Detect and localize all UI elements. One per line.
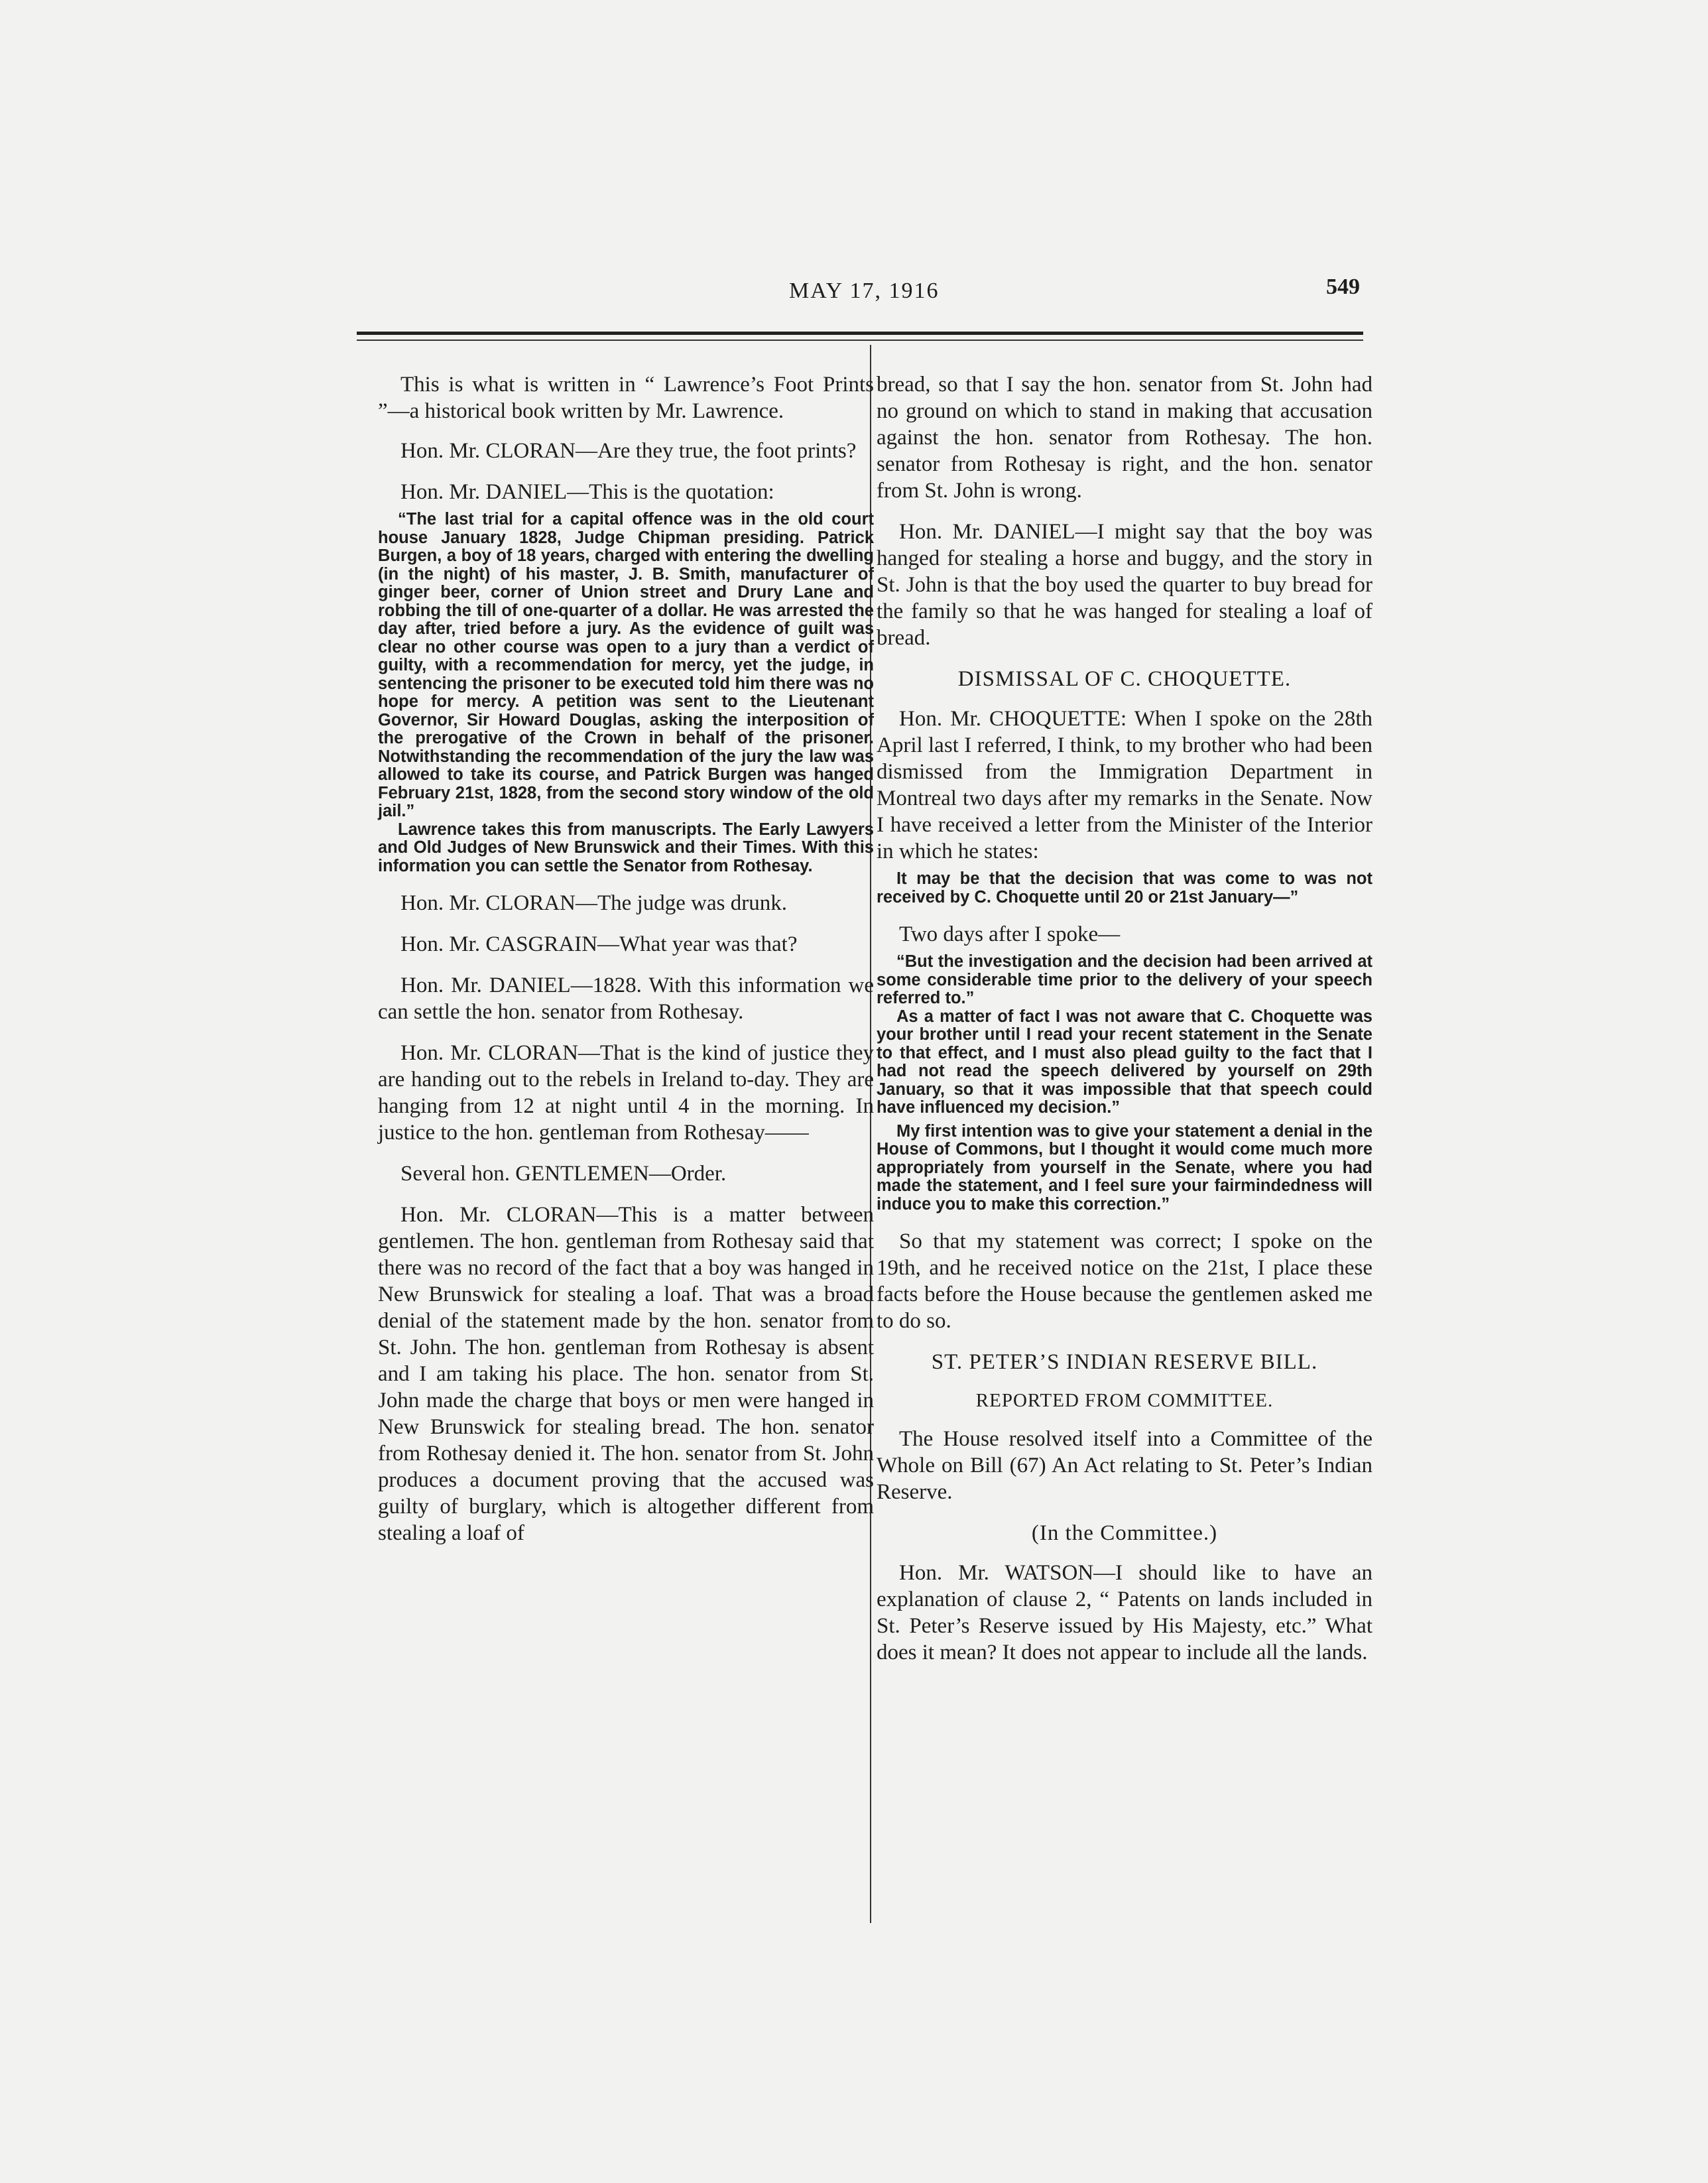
left-column bbox=[378, 371, 874, 1561]
section-subheading: REPORTED FROM COMMITTEE. bbox=[975, 1390, 1274, 1411]
quotation-block bbox=[877, 870, 1372, 906]
speech-paragraph: Hon. Mr. CLORAN—This is a matter between gentlemen. The hon. gentleman from Rothesay said that there was no record of the fact that a boy was hanged in New Brunswick for stealing a loaf. That was a broad denial of the statement made by the hon. senator from St. John. The hon. gentleman from Rothesay is absent and I am taking his place. The hon. senator from St. John made the charge that boys or men were hanged in New Brunswick for stealing bread. The hon. senator from Rothesay denied it. The hon. senator from St. John produces a document proving that the accused was guilty of burglary, which is altogether different from stealing a loaf of bbox=[378, 1203, 874, 1545]
speech-paragraph: Hon. Mr. CLORAN—The judge was drunk. bbox=[400, 891, 787, 915]
quotation-text: “The last trial for a capital offence was in the old court house January 1828, Judge Chipman presiding. Patrick Burgen, a boy of 18 years, charged with entering the dwelling (in the night) of his master, J. B. Smith, manufacturer of ginger beer, corner of Union street and Drury Lane and robbing the till of one-quarter of a dollar. He was arrested the day after, tried before a jury. As the evidence of guilt was clear no other course was open to a jury than a verdict of guilty, with a recommendation for mercy, yet the judge, in sentencing the prisoner to be executed told him there was no hope for mercy. A petition was sent to the Lieutenant Governor, Sir Howard Douglas, asking the interposition of the prerogative of the Crown in behalf of the prisoner. Notwithstanding the recommendation of the jury the law was allowed to take its course, and Patrick Burgen was hanged February 21st, 1828, from the second story window of the old jail.” bbox=[378, 510, 874, 820]
quotation-text: “But the investigation and the decision had been arrived at some considerable time prior to the delivery of your speech referred to.” bbox=[877, 952, 1372, 1007]
quotation-text: Lawrence takes this from manuscripts. The Early Lawyers and Old Judges of New Brunswick and their Times. With this information you can settle the Senator from Rothesay. bbox=[378, 820, 874, 875]
speech-paragraph: Hon. Mr. CLORAN—Are they true, the foot prints? bbox=[400, 439, 857, 463]
speech-paragraph: Hon. Mr. CHOQUETTE: When I spoke on the 28th April last I referred, I think, to my brother who had been dismissed from the Immigration Department in Montreal two days after my remarks in the Senate. Now I have received a letter from the Minister of the Interior in which he states: bbox=[877, 707, 1372, 863]
paragraph: bread, so that I say the hon. senator from St. John had no ground on which to stand in making that accusation against the hon. senator from Rothesay. The hon. senator from Rothesay is right, and the hon. senator from St. John is wrong. bbox=[877, 373, 1372, 503]
quotation-text: It may be that the decision that was come to was not received by C. Choquette until 20 or 21st January—” bbox=[877, 869, 1372, 906]
speech-paragraph: Hon. Mr. WATSON—I should like to have an explanation of clause 2, “ Patents on lands included in St. Peter’s Reserve issued by His Majesty, etc.” What does it mean? It does not appear to include all the lands. bbox=[877, 1561, 1372, 1664]
header-rule-thick bbox=[357, 332, 1363, 335]
header-date: MAY 17, 1916 bbox=[789, 279, 940, 303]
header-rule-thin bbox=[357, 340, 1363, 341]
section-subheading: (In the Committee.) bbox=[1031, 1521, 1218, 1545]
paragraph: The House resolved itself into a Committee of the Whole on Bill (67) An Act relating to St. Peter’s Indian Reserve. bbox=[877, 1427, 1372, 1504]
speech-paragraph: Hon. Mr. CLORAN—That is the kind of justice they are handing out to the rebels in Ireland to-day. They are hanging from 12 at night until 4 in the morning. In justice to the hon. gentleman from Rothesay—— bbox=[378, 1041, 874, 1145]
section-heading: ST. PETER’S INDIAN RESERVE BILL. bbox=[931, 1350, 1318, 1374]
speech-paragraph: Hon. Mr. DANIEL—This is the quotation: bbox=[400, 480, 774, 504]
section-heading: DISMISSAL OF C. CHOQUETTE. bbox=[957, 667, 1292, 691]
speech-paragraph: Hon. Mr. CASGRAIN—What year was that? bbox=[400, 932, 798, 956]
speech-paragraph: Hon. Mr. DANIEL—I might say that the boy was hanged for stealing a horse and buggy, and the story in St. John is that the boy used the quarter to buy bread for the family so that he was hanged for stealing a loaf of bread. bbox=[877, 520, 1372, 650]
page-number: 549 bbox=[1326, 275, 1360, 299]
quotation-block bbox=[378, 511, 874, 875]
speech-paragraph: Several hon. GENTLEMEN—Order. bbox=[400, 1162, 727, 1186]
speech-paragraph: Two days after I spoke— bbox=[899, 922, 1121, 946]
right-column bbox=[877, 371, 1372, 1680]
paragraph: This is what is written in “ Lawrence’s Foot Prints ”—a historical book written by Mr. Lawrence. bbox=[378, 373, 874, 423]
speech-paragraph: Hon. Mr. DANIEL—1828. With this information we can settle the hon. senator from Rothesay. bbox=[378, 973, 874, 1024]
quotation-block bbox=[877, 953, 1372, 1214]
speech-paragraph: So that my statement was correct; I spoke on the 19th, and he received notice on the 21st, I place these facts before the House because the gentlemen asked me to do so. bbox=[877, 1229, 1372, 1333]
quotation-text: My first intention was to give your statement a denial in the House of Commons, but I thought it would come much more appropriately from yourself in the Senate, where you had made the statement, and I feel sure your fairmindedness will induce you to make this correction.” bbox=[877, 1121, 1372, 1214]
quotation-text: As a matter of fact I was not aware that C. Choquette was your brother until I read your recent statement in the Senate to that effect, and I must also plead guilty to the fact that I had not read the speech delivered by yourself on 29th January, so that it was impossible that that speech could have influenced my decision.” bbox=[877, 1007, 1372, 1117]
